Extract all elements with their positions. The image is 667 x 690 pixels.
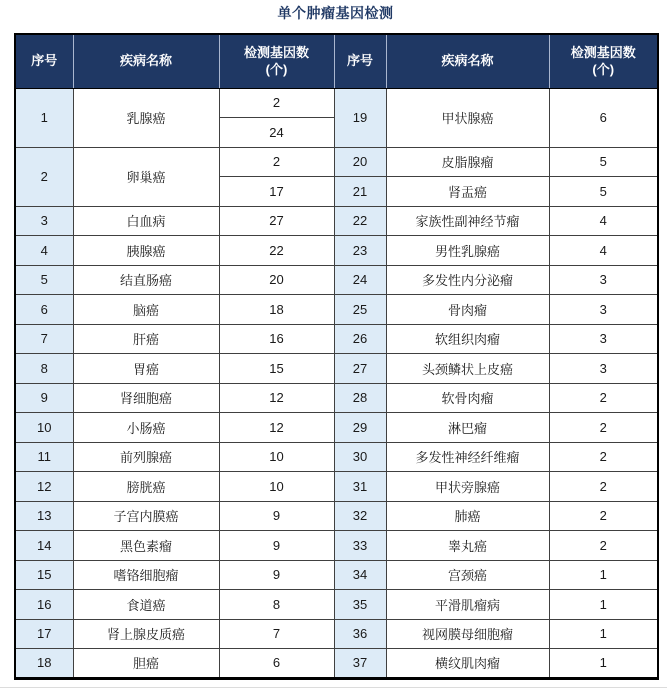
gene-count-cell: 8 <box>219 590 334 620</box>
gene-count-cell: 9 <box>219 531 334 561</box>
gene-count-cell: 2 <box>549 472 658 502</box>
disease-name-cell: 骨肉瘤 <box>386 295 549 325</box>
page-title: 单个肿瘤基因检测 <box>277 5 394 21</box>
table-row <box>15 560 658 590</box>
gene-count-cell: 6 <box>219 649 334 679</box>
disease-name-cell: 平滑肌瘤病 <box>386 590 549 620</box>
disease-name-cell: 头颈鳞状上皮癌 <box>386 354 549 384</box>
gene-count-cell: 10 <box>219 472 334 502</box>
table-row <box>15 88 658 118</box>
row-number-cell: 27 <box>334 354 386 384</box>
gene-count-cell: 17 <box>219 177 334 207</box>
gene-count-cell: 2 <box>549 413 658 443</box>
gene-count-cell: 2 <box>549 383 658 413</box>
header-genes-right-line1: 检测基因数 <box>570 44 636 60</box>
row-number-cell: 9 <box>15 383 73 413</box>
row-number-cell: 16 <box>15 590 73 620</box>
disease-name-cell: 皮脂腺瘤 <box>386 147 549 177</box>
header-genes-left <box>219 34 334 88</box>
table-row <box>15 472 658 502</box>
disease-name-cell: 胰腺癌 <box>73 236 219 266</box>
page-bottom-edge <box>0 687 667 688</box>
row-number-cell: 11 <box>15 442 73 472</box>
disease-name-cell: 宫颈癌 <box>386 560 549 590</box>
disease-name-cell: 膀胱癌 <box>73 472 219 502</box>
disease-name-cell: 横纹肌肉瘤 <box>386 649 549 679</box>
table-row <box>15 590 658 620</box>
disease-name-cell: 胆癌 <box>73 649 219 679</box>
gene-count-cell: 3 <box>549 354 658 384</box>
disease-name-cell: 卵巢癌 <box>73 147 219 206</box>
header-no-right: 序号 <box>334 34 386 88</box>
row-number-cell: 23 <box>334 236 386 266</box>
disease-name-cell: 软组织肉瘤 <box>386 324 549 354</box>
table-row <box>15 413 658 443</box>
gene-count-cell: 12 <box>219 413 334 443</box>
table-row <box>15 265 658 295</box>
row-number-cell: 19 <box>334 88 386 147</box>
disease-name-cell: 软骨肉瘤 <box>386 383 549 413</box>
disease-name-cell: 子宫内膜癌 <box>73 501 219 531</box>
table-row <box>15 531 658 561</box>
disease-name-cell: 肾细胞癌 <box>73 383 219 413</box>
row-number-cell: 18 <box>15 649 73 679</box>
gene-count-cell: 16 <box>219 324 334 354</box>
gene-count-cell: 2 <box>549 531 658 561</box>
gene-count-cell: 15 <box>219 354 334 384</box>
disease-name-cell: 男性乳腺癌 <box>386 236 549 266</box>
header-genes-right <box>549 34 658 88</box>
gene-count-cell: 27 <box>219 206 334 236</box>
table-row <box>15 295 658 325</box>
row-number-cell: 17 <box>15 619 73 649</box>
table-row <box>15 501 658 531</box>
disease-name-cell: 小肠癌 <box>73 413 219 443</box>
row-number-cell: 22 <box>334 206 386 236</box>
row-number-cell: 37 <box>334 649 386 679</box>
disease-name-cell: 视网膜母细胞瘤 <box>386 619 549 649</box>
table-row <box>15 649 658 679</box>
gene-count-cell: 18 <box>219 295 334 325</box>
disease-name-cell: 白血病 <box>73 206 219 236</box>
disease-name-cell: 结直肠癌 <box>73 265 219 295</box>
row-number-cell: 31 <box>334 472 386 502</box>
header-disease-right: 疾病名称 <box>386 34 549 88</box>
header-disease-left: 疾病名称 <box>73 34 219 88</box>
disease-name-cell: 肝癌 <box>73 324 219 354</box>
disease-name-cell: 睾丸癌 <box>386 531 549 561</box>
disease-name-cell: 多发性内分泌瘤 <box>386 265 549 295</box>
gene-count-cell: 3 <box>549 295 658 325</box>
gene-count-cell: 6 <box>549 88 658 147</box>
table-row <box>15 619 658 649</box>
row-number-cell: 35 <box>334 590 386 620</box>
row-number-cell: 8 <box>15 354 73 384</box>
row-number-cell: 1 <box>15 88 73 147</box>
disease-name-cell: 胃癌 <box>73 354 219 384</box>
header-row <box>15 34 658 88</box>
gene-count-cell: 9 <box>219 560 334 590</box>
disease-name-cell: 脑癌 <box>73 295 219 325</box>
gene-count-cell: 22 <box>219 236 334 266</box>
gene-count-cell: 9 <box>219 501 334 531</box>
row-number-cell: 5 <box>15 265 73 295</box>
row-number-cell: 13 <box>15 501 73 531</box>
row-number-cell: 14 <box>15 531 73 561</box>
row-number-cell: 12 <box>15 472 73 502</box>
disease-name-cell: 肾盂癌 <box>386 177 549 207</box>
row-number-cell: 6 <box>15 295 73 325</box>
gene-count-cell: 2 <box>549 501 658 531</box>
disease-name-cell: 甲状腺癌 <box>386 88 549 147</box>
disease-name-cell: 家族性副神经节瘤 <box>386 206 549 236</box>
disease-name-cell: 多发性神经纤维瘤 <box>386 442 549 472</box>
gene-count-cell: 1 <box>549 560 658 590</box>
table-row <box>15 442 658 472</box>
gene-count-cell: 2 <box>219 88 334 118</box>
row-number-cell: 36 <box>334 619 386 649</box>
row-number-cell: 32 <box>334 501 386 531</box>
gene-count-cell: 4 <box>549 206 658 236</box>
gene-count-cell: 1 <box>549 619 658 649</box>
table-row <box>15 206 658 236</box>
gene-count-cell: 2 <box>219 147 334 177</box>
row-number-cell: 21 <box>334 177 386 207</box>
table-body <box>15 88 658 678</box>
header-genes-right-line2: (个) <box>592 62 615 78</box>
disease-name-cell: 甲状旁腺癌 <box>386 472 549 502</box>
gene-count-cell: 7 <box>219 619 334 649</box>
disease-name-cell: 黑色素瘤 <box>73 531 219 561</box>
gene-detection-table <box>14 33 659 680</box>
row-number-cell: 24 <box>334 265 386 295</box>
header-genes-left-line2: (个) <box>265 62 288 78</box>
row-number-cell: 33 <box>334 531 386 561</box>
gene-count-cell: 2 <box>549 442 658 472</box>
gene-count-cell: 3 <box>549 265 658 295</box>
disease-name-cell: 乳腺癌 <box>73 88 219 147</box>
row-number-cell: 25 <box>334 295 386 325</box>
table-row <box>15 354 658 384</box>
table-row <box>15 147 658 177</box>
row-number-cell: 34 <box>334 560 386 590</box>
gene-count-cell: 12 <box>219 383 334 413</box>
table-header <box>15 34 658 88</box>
row-number-cell: 15 <box>15 560 73 590</box>
disease-name-cell: 肾上腺皮质癌 <box>73 619 219 649</box>
gene-count-cell: 10 <box>219 442 334 472</box>
row-number-cell: 2 <box>15 147 73 206</box>
gene-count-cell: 4 <box>549 236 658 266</box>
row-number-cell: 3 <box>15 206 73 236</box>
header-genes-left-line1: 检测基因数 <box>243 44 309 60</box>
gene-count-cell: 3 <box>549 324 658 354</box>
row-number-cell: 26 <box>334 324 386 354</box>
gene-count-cell: 1 <box>549 590 658 620</box>
gene-count-cell: 5 <box>549 177 658 207</box>
row-number-cell: 20 <box>334 147 386 177</box>
gene-count-cell: 5 <box>549 147 658 177</box>
gene-count-cell: 20 <box>219 265 334 295</box>
disease-name-cell: 食道癌 <box>73 590 219 620</box>
disease-name-cell: 嗜铬细胞瘤 <box>73 560 219 590</box>
header-no-left: 序号 <box>15 34 73 88</box>
row-number-cell: 29 <box>334 413 386 443</box>
gene-count-cell: 24 <box>219 118 334 148</box>
table-row <box>15 383 658 413</box>
disease-name-cell: 肺癌 <box>386 501 549 531</box>
disease-name-cell: 淋巴瘤 <box>386 413 549 443</box>
table-row <box>15 236 658 266</box>
gene-count-cell: 1 <box>549 649 658 679</box>
table-row <box>15 324 658 354</box>
row-number-cell: 10 <box>15 413 73 443</box>
row-number-cell: 28 <box>334 383 386 413</box>
row-number-cell: 7 <box>15 324 73 354</box>
disease-name-cell: 前列腺癌 <box>73 442 219 472</box>
row-number-cell: 30 <box>334 442 386 472</box>
row-number-cell: 4 <box>15 236 73 266</box>
